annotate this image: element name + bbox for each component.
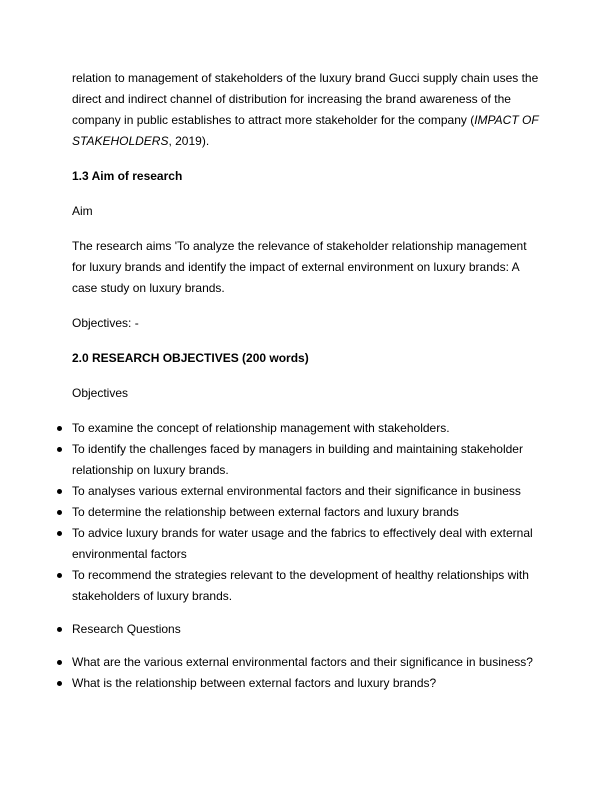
objectives-label: Objectives	[72, 386, 129, 400]
aim-label: Aim	[72, 204, 93, 218]
list-item: To determine the relationship between external factors and luxury brands	[72, 502, 542, 523]
objectives-list	[72, 418, 542, 607]
objectives-colon-label: Objectives: -	[72, 316, 139, 330]
research-questions-label: Research Questions	[72, 619, 542, 640]
aim-body: The research aims 'To analyze the relevance of stakeholder relationship management for luxury brands and identify the impact of external environment on luxury brands: A case study on luxury brands.	[72, 239, 527, 295]
list-item: What are the various external environmental factors and their significance in business?	[72, 652, 542, 673]
intro-text: relation to management of stakeholders of the luxury brand Gucci supply chain uses the direct and indirect channel of distribution for increasing the brand awareness of the company in public establishes to attract more stakeholder for the company (	[72, 71, 539, 127]
list-item: What is the relationship between external factors and luxury brands?	[72, 673, 542, 694]
research-objectives-heading: 2.0 RESEARCH OBJECTIVES (200 words)	[72, 351, 309, 365]
list-item: To identify the challenges faced by managers in building and maintaining stakeholder relationship on luxury brands.	[72, 439, 542, 481]
list-item: To examine the concept of relationship management with stakeholders.	[72, 418, 542, 439]
list-item: To recommend the strategies relevant to the development of healthy relationships with stakeholders of luxury brands.	[72, 565, 542, 607]
research-questions-label-list	[72, 619, 542, 640]
list-item: To analyses various external environmental factors and their significance in business	[72, 481, 542, 502]
intro-citation: IMPACT OF STAKEHOLDERS	[72, 113, 539, 148]
document-page	[72, 68, 542, 694]
aim-heading: 1.3 Aim of research	[72, 169, 183, 183]
intro-paragraph	[72, 68, 542, 152]
research-questions-list	[72, 652, 542, 694]
intro-citation-year: , 2019).	[168, 134, 210, 148]
list-item: To advice luxury brands for water usage and the fabrics to effectively deal with external environmental factors	[72, 523, 542, 565]
